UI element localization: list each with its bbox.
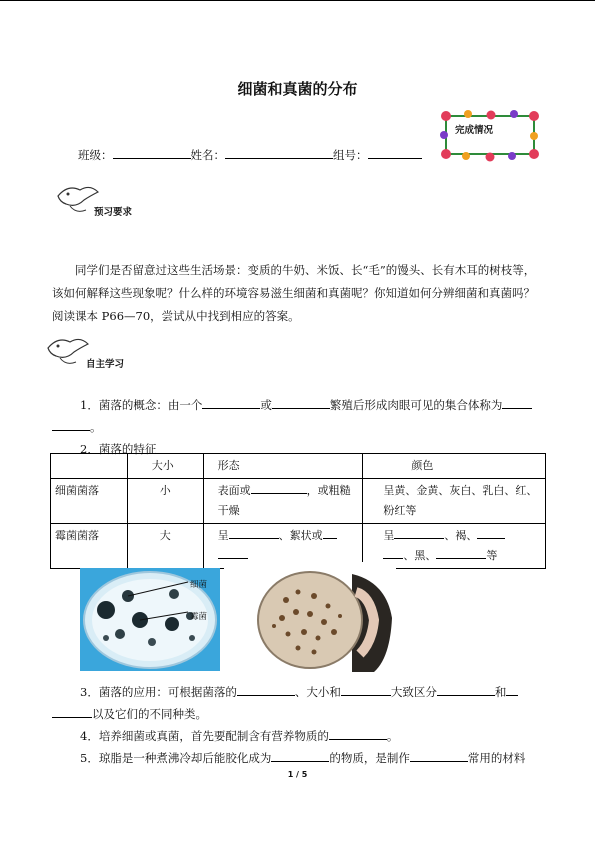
q1-blank-1[interactable]	[202, 397, 260, 409]
table-header-cell: 颜色	[363, 454, 546, 479]
page-title: 细菌和真菌的分布	[237, 80, 358, 98]
table-cell: 呈黄、金黄、灰白、乳白、红、粉红等	[363, 479, 546, 524]
question-3-cont	[52, 706, 207, 722]
table-cell	[203, 479, 363, 524]
table-header-cell	[51, 454, 128, 479]
table-blank[interactable]	[251, 482, 307, 494]
section-preview-heading: 预习要求	[94, 207, 133, 218]
name-label: 姓名：	[190, 148, 225, 162]
section-self-study-heading: 自主学习	[86, 359, 125, 370]
group-blank[interactable]	[368, 147, 422, 159]
q1-text-d: 。	[90, 420, 102, 434]
question-2-label: 2．菌落的特征	[80, 442, 157, 456]
q1-text-c: 繁殖后形成肉眼可见的集合体称为	[329, 398, 503, 412]
q3-blank-2[interactable]	[341, 684, 391, 696]
table-blank[interactable]	[436, 547, 486, 559]
q5-text-b: 的物质，是制作	[329, 751, 410, 765]
question-3	[80, 684, 518, 700]
cell-text: 、黑、	[403, 549, 437, 562]
cell-text: 呈	[217, 529, 229, 542]
table-blank[interactable]	[394, 527, 444, 539]
table-blank[interactable]	[323, 527, 337, 539]
q3-text-b: 、大小和	[294, 685, 341, 699]
cell-text: ，或粗糙干燥	[217, 484, 351, 517]
q4-text-a: 4．培养细菌或真菌，首先要配制含有营养物质的	[80, 729, 329, 743]
q3-blank-1[interactable]	[237, 684, 295, 696]
q1-text-b: 或	[260, 398, 272, 412]
bacteria-label: 细菌	[190, 580, 208, 590]
q3-text-c: 大致区分	[390, 685, 437, 699]
top-rule	[0, 0, 595, 1]
table-cell: 大	[127, 524, 203, 569]
question-5	[80, 750, 525, 766]
q5-blank-2[interactable]	[410, 750, 468, 762]
q4-blank-1[interactable]	[329, 728, 387, 740]
class-blank[interactable]	[113, 147, 191, 159]
table-header-cell: 大小	[127, 454, 203, 479]
q3-text-e: 以及它们的不同种类。	[92, 707, 207, 721]
q5-text-a: 5．琼脂是一种煮沸冷却后能胶化成为	[80, 751, 272, 765]
q3-text-d: 和	[494, 685, 507, 699]
q1-blank-2[interactable]	[272, 397, 330, 409]
q5-text-c: 常用的材料	[467, 751, 526, 765]
completion-badge: 完成情况	[455, 125, 494, 136]
q4-text-b: 。	[386, 729, 399, 743]
group-label: 组号：	[333, 148, 368, 162]
mold-label: 霉菌	[190, 612, 208, 622]
q1-text-a: 1．菌落的概念：由一个	[80, 398, 203, 412]
hand-held-petri-dish-image	[224, 562, 396, 672]
cell-text: 呈	[383, 529, 395, 542]
table-cell: 霉菌菌落	[51, 524, 128, 569]
table-row	[51, 479, 546, 524]
q1-blank-3[interactable]	[502, 397, 532, 409]
bird-doodle-icon	[44, 334, 92, 368]
class-label: 班级：	[78, 148, 113, 162]
cell-text: 等	[486, 549, 498, 562]
table-blank[interactable]	[218, 547, 248, 559]
table-header-row	[51, 454, 546, 479]
cell-text: 、絮状或	[278, 529, 323, 542]
q3-text-a: 3．菌落的应用：可根据菌落的	[80, 685, 237, 699]
q3-blank-4[interactable]	[506, 684, 518, 696]
table-cell: 小	[127, 479, 203, 524]
table-cell: 细菌菌落	[51, 479, 128, 524]
colony-table	[50, 453, 546, 569]
question-1	[80, 397, 532, 413]
cell-text: 、褐、	[444, 529, 478, 542]
q3-blank-3[interactable]	[437, 684, 495, 696]
q1-blank-3b[interactable]	[52, 419, 90, 431]
q3-blank-4b[interactable]	[52, 706, 92, 718]
page-number: 1 / 5	[287, 770, 308, 779]
cell-text: 表面或	[217, 484, 251, 497]
intro-paragraph: 同学们是否留意过这些生活场景：变质的牛奶、米饭、长“毛”的馒头、长有木耳的树枝等，该如何解释这些现象呢？什么样的环境容易滋生细菌和真菌呢？你知道如何分辨细菌和真菌吗？阅读课本 P66—70，尝试从中找到相应的答案。	[52, 263, 536, 323]
table-blank[interactable]	[383, 547, 403, 559]
table-blank[interactable]	[477, 527, 505, 539]
table-header-cell: 形态	[203, 454, 363, 479]
question-1-cont	[52, 419, 102, 435]
info-line	[78, 147, 422, 163]
q5-blank-1[interactable]	[271, 750, 329, 762]
name-blank[interactable]	[225, 147, 333, 159]
table-blank[interactable]	[229, 527, 279, 539]
question-4	[80, 728, 398, 744]
